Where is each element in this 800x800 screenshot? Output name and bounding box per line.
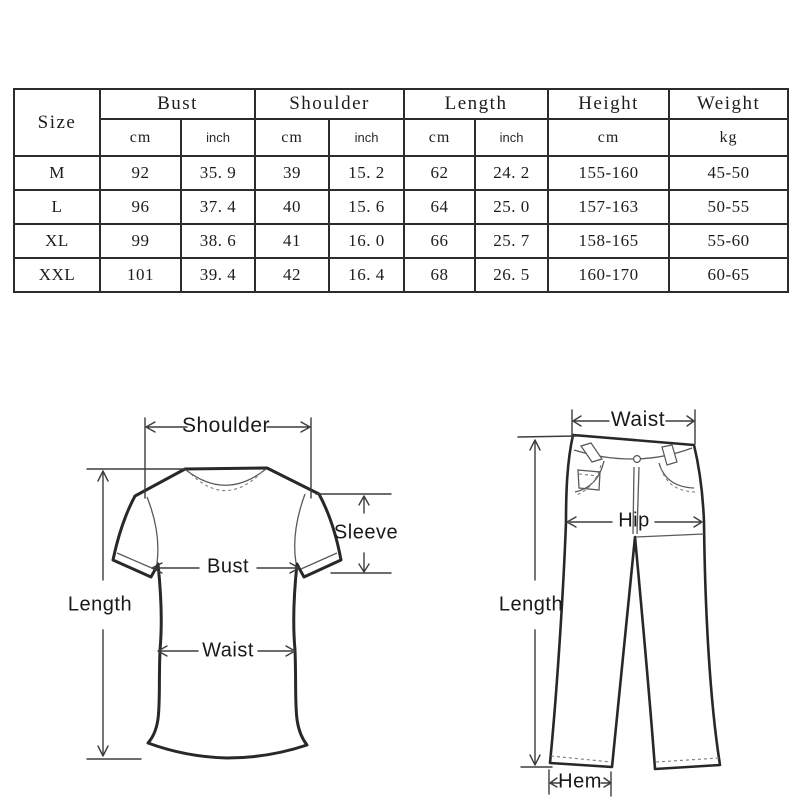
cell-bust-inch: 37. 4	[181, 190, 255, 224]
pants-waist-arrow-left	[573, 416, 609, 426]
unit-shoulder-inch: inch	[329, 119, 404, 156]
cell-shoulder-inch: 16. 4	[329, 258, 404, 292]
cell-height: 158-165	[548, 224, 669, 258]
cell-bust-inch: 39. 4	[181, 258, 255, 292]
cell-weight: 50-55	[669, 190, 788, 224]
shirt-waist-label: Waist	[202, 639, 254, 662]
cell-length-cm: 62	[404, 156, 475, 190]
cell-size: L	[14, 190, 100, 224]
cell-length-cm: 66	[404, 224, 475, 258]
pants-waist-label: Waist	[610, 408, 666, 431]
pants-drawing	[550, 435, 720, 769]
pants-waist-arrow-right	[666, 416, 694, 426]
cell-length-inch: 26. 5	[475, 258, 548, 292]
cell-shoulder-inch: 15. 2	[329, 156, 404, 190]
cell-length-inch: 25. 0	[475, 190, 548, 224]
unit-weight-kg: kg	[669, 119, 788, 156]
col-header-weight: Weight	[669, 89, 788, 119]
cell-weight: 60-65	[669, 258, 788, 292]
cell-size: M	[14, 156, 100, 190]
tshirt-outline	[113, 468, 341, 758]
cell-height: 157-163	[548, 190, 669, 224]
cell-height: 155-160	[548, 156, 669, 190]
col-header-height: Height	[548, 89, 669, 119]
shirt-bust-label: Bust	[206, 555, 250, 578]
cell-shoulder-cm: 41	[255, 224, 329, 258]
col-header-length: Length	[404, 89, 548, 119]
shirt-length-line-lower	[98, 630, 108, 756]
pants-top-tick	[518, 436, 577, 437]
shirt-sleeve-label: Sleeve	[333, 521, 399, 544]
tshirt-drawing	[113, 468, 341, 758]
shirt-length-label: Length	[67, 593, 133, 616]
cell-size: XL	[14, 224, 100, 258]
cell-bust-inch: 35. 9	[181, 156, 255, 190]
shoulder-arrow-left	[146, 422, 187, 432]
cell-length-inch: 25. 7	[475, 224, 548, 258]
pants-length-label: Length	[498, 593, 564, 616]
pants-outline	[550, 435, 720, 769]
waist-button	[634, 456, 641, 463]
unit-height-cm: cm	[548, 119, 669, 156]
cell-bust-cm: 92	[100, 156, 181, 190]
pants-hip-label: Hip	[618, 509, 650, 532]
cell-length-cm: 64	[404, 190, 475, 224]
cell-weight: 45-50	[669, 156, 788, 190]
hem-arrow-right	[601, 778, 611, 787]
cell-length-cm: 68	[404, 258, 475, 292]
shirt-length-line-upper	[98, 471, 108, 580]
unit-shoulder-cm: cm	[255, 119, 329, 156]
pants-hem-label: Hem	[558, 770, 602, 793]
unit-bust-cm: cm	[100, 119, 181, 156]
cell-shoulder-cm: 40	[255, 190, 329, 224]
sleeve-arrow-down	[359, 553, 369, 572]
cell-weight: 55-60	[669, 224, 788, 258]
cell-bust-cm: 96	[100, 190, 181, 224]
shoulder-arrow-right	[267, 422, 310, 432]
cell-shoulder-cm: 42	[255, 258, 329, 292]
unit-length-cm: cm	[404, 119, 475, 156]
cell-height: 160-170	[548, 258, 669, 292]
pants-length-line-lower	[530, 630, 540, 765]
cell-size: XXL	[14, 258, 100, 292]
col-header-bust: Bust	[100, 89, 255, 119]
unit-length-inch: inch	[475, 119, 548, 156]
cell-shoulder-cm: 39	[255, 156, 329, 190]
cell-shoulder-inch: 15. 6	[329, 190, 404, 224]
sleeve-arrow-up	[359, 496, 369, 513]
cell-bust-cm: 99	[100, 224, 181, 258]
shirt-shoulder-label: Shoulder	[181, 414, 271, 437]
cell-shoulder-inch: 16. 0	[329, 224, 404, 258]
unit-bust-inch: inch	[181, 119, 255, 156]
col-header-size: Size	[14, 89, 100, 156]
pants-length-line-upper	[530, 440, 540, 580]
cell-bust-inch: 38. 6	[181, 224, 255, 258]
cell-bust-cm: 101	[100, 258, 181, 292]
cell-length-inch: 24. 2	[475, 156, 548, 190]
col-header-shoulder: Shoulder	[255, 89, 404, 119]
